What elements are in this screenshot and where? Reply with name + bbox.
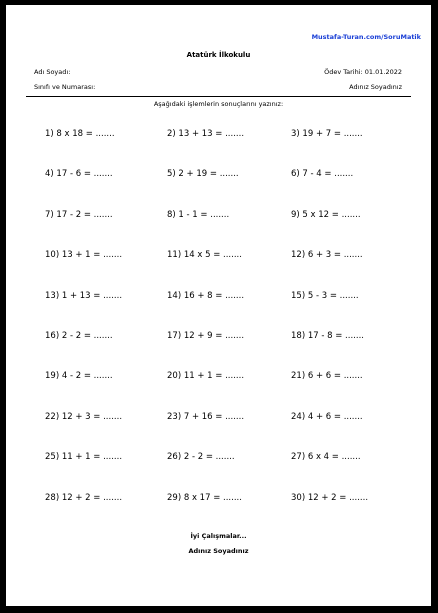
closing-greeting: İyi Çalışmalar... bbox=[190, 532, 247, 540]
question-item: 1) 8 x 18 = ....... bbox=[45, 129, 115, 139]
question-item: 15) 5 - 3 = ....... bbox=[291, 290, 359, 301]
question-item: 11) 14 x 5 = ....... bbox=[167, 250, 242, 261]
question-item: 2) 13 + 13 = ....... bbox=[167, 129, 245, 139]
question-item: 16) 2 - 2 = ....... bbox=[45, 330, 113, 341]
homework-date: Ödev Tarihi: 01.01.2022 bbox=[324, 68, 402, 76]
question-item: 27) 6 x 4 = ....... bbox=[291, 452, 361, 463]
question-item: 17) 12 + 9 = ....... bbox=[167, 330, 245, 341]
question-item: 7) 17 - 2 = ....... bbox=[45, 209, 113, 220]
question-item: 4) 17 - 6 = ....... bbox=[45, 169, 113, 180]
question-item: 28) 12 + 2 = ....... bbox=[45, 492, 123, 503]
question-item: 12) 6 + 3 = ....... bbox=[291, 250, 363, 261]
closing-signature: Adınız Soyadınız bbox=[188, 547, 249, 555]
question-item: 3) 19 + 7 = ....... bbox=[291, 129, 363, 139]
info-row-class bbox=[34, 83, 402, 91]
question-item: 23) 7 + 16 = ....... bbox=[167, 411, 245, 422]
question-item: 6) 7 - 4 = ....... bbox=[291, 169, 354, 180]
header-divider bbox=[26, 96, 411, 97]
question-item: 26) 2 - 2 = ....... bbox=[167, 452, 235, 463]
info-row-name bbox=[34, 68, 402, 76]
question-item: 25) 11 + 1 = ....... bbox=[45, 452, 123, 463]
question-item: 19) 4 - 2 = ....... bbox=[45, 371, 113, 382]
instruction-text: Aşağıdaki işlemlerin sonuçlarını yazınız: bbox=[153, 100, 284, 108]
worksheet-page bbox=[6, 5, 431, 606]
question-item: 29) 8 x 17 = ....... bbox=[167, 492, 242, 503]
question-item: 18) 17 - 8 = ....... bbox=[291, 330, 364, 341]
question-item: 8) 1 - 1 = ....... bbox=[167, 209, 230, 220]
question-item: 14) 16 + 8 = ....... bbox=[167, 290, 245, 301]
student-name-label: Adı Soyadı: bbox=[34, 68, 71, 76]
question-item: 21) 6 + 6 = ....... bbox=[291, 371, 363, 382]
site-link[interactable]: Mustafa-Turan.com/SoruMatik bbox=[311, 33, 421, 41]
question-item: 22) 12 + 3 = ....... bbox=[45, 411, 123, 422]
question-item: 30) 12 + 2 = ....... bbox=[291, 492, 369, 503]
question-grid bbox=[45, 129, 425, 533]
class-number-label: Sınıfı ve Numarası: bbox=[34, 83, 96, 91]
school-name: Atatürk İlkokulu bbox=[186, 51, 251, 59]
teacher-name: Adınız Soyadınız bbox=[349, 83, 402, 91]
question-item: 20) 11 + 1 = ....... bbox=[167, 371, 245, 382]
question-item: 13) 1 + 13 = ....... bbox=[45, 290, 123, 301]
question-item: 24) 4 + 6 = ....... bbox=[291, 411, 363, 422]
question-item: 10) 13 + 1 = ....... bbox=[45, 250, 123, 261]
question-item: 9) 5 x 12 = ....... bbox=[291, 209, 361, 220]
question-item: 5) 2 + 19 = ....... bbox=[167, 169, 239, 180]
